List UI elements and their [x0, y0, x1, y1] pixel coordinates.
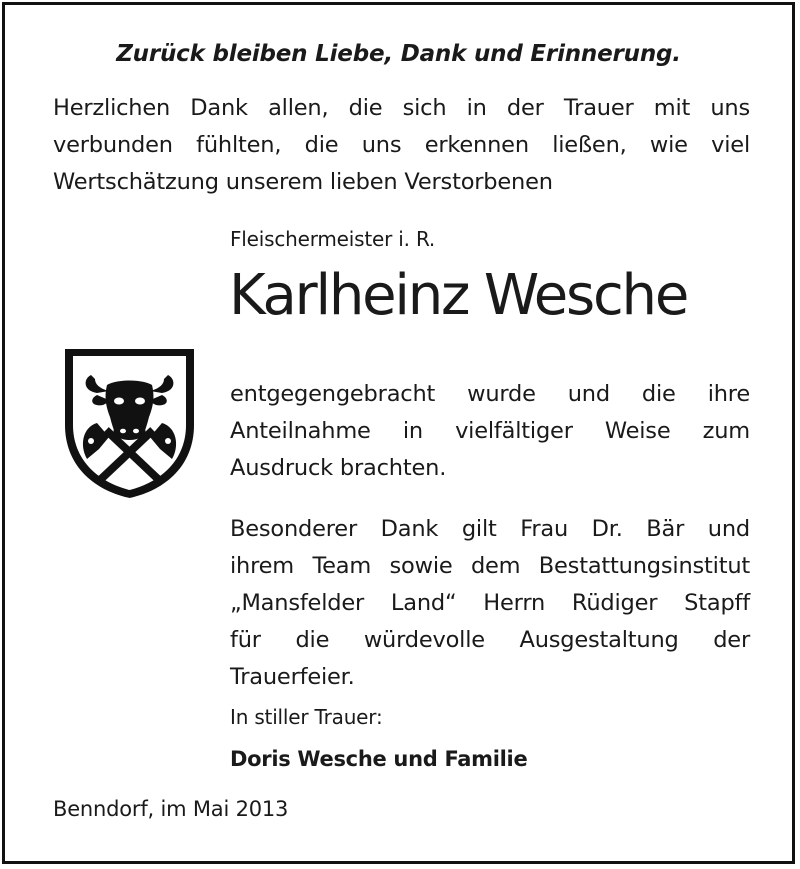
- paragraph-thanks: [230, 376, 750, 487]
- paragraph1-line-2: Anteilnahme in vielfältiger Weise zum: [230, 418, 750, 444]
- deceased-title: Fleischermeister i. R.: [230, 227, 436, 251]
- grief-line: In stiller Trauer:: [230, 705, 383, 729]
- heading: Zurück bleiben Liebe, Dank und Erinnerung.: [116, 41, 681, 67]
- intro-line-1: Herzlichen Dank allen, die sich in der Trauer mit uns: [53, 95, 750, 121]
- deceased-name: Karlheinz Wesche: [229, 263, 688, 328]
- intro-line-3: Wertschätzung unserem lieben Verstorbenen: [53, 169, 553, 195]
- paragraph2-line-1: Besonderer Dank gilt Frau Dr. Bär und: [230, 516, 750, 542]
- paragraph2-line-5: Trauerfeier.: [230, 664, 355, 690]
- intro-text: [53, 90, 750, 201]
- paragraph2-line-4: für die würdevolle Ausgestaltung der: [230, 627, 750, 653]
- paragraph1-line-1: entgegengebracht wurde und die ihre: [230, 381, 750, 407]
- obituary-card: [2, 2, 795, 864]
- paragraph2-line-3: „Mansfelder Land“ Herrn Rüdiger Stapff: [230, 590, 750, 616]
- paragraph-special-thanks: [230, 511, 750, 696]
- place-date: Benndorf, im Mai 2013: [53, 797, 289, 821]
- intro-line-2: verbunden fühlten, die uns erkennen ließen, wie viel: [53, 132, 750, 158]
- family-signature: Doris Wesche und Familie: [230, 747, 528, 771]
- butcher-guild-crest-icon: [61, 345, 198, 502]
- paragraph2-line-2: ihrem Team sowie dem Bestattungsinstitut: [230, 553, 750, 579]
- paragraph1-line-3: Ausdruck brachten.: [230, 455, 447, 481]
